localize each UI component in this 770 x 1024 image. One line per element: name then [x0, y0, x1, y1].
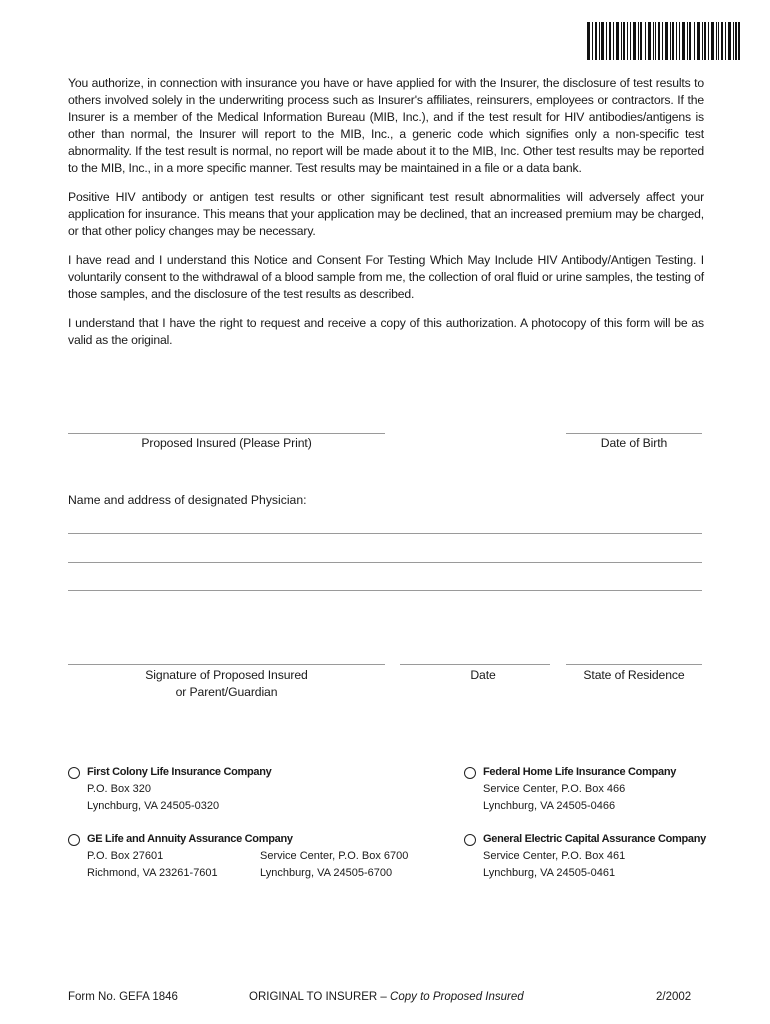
copy-rights-paragraph: I understand that I have the right to request and receive a copy of this authorization. A photocopy of this form will be as valid as the original. — [68, 316, 704, 347]
consent-paragraph: I have read and I understand this Notice and Consent For Testing Which May Include HIV Antibody/Antigen Testing. I voluntarily consent to the withdrawal of a blood sample from me, the collection of oral fluid or urine samples, the testing of those samples, and the disclosure of the test results as described. — [68, 253, 704, 301]
federal-home-option — [483, 764, 676, 815]
federal-home-name: Federal Home Life Insurance Company — [483, 766, 677, 778]
first-colony-radio[interactable] — [68, 767, 80, 779]
form-number: Form No. GEFA 1846 — [68, 991, 178, 1003]
physician-line-3[interactable] — [68, 590, 702, 591]
date-of-birth-label: Date of Birth — [600, 436, 668, 450]
physician-label: Name and address of designated Physician: — [68, 493, 307, 507]
ge-capital-radio[interactable] — [464, 834, 476, 846]
signature-label — [68, 667, 385, 701]
ge-capital-address-2: Lynchburg, VA 24505-0461 — [483, 867, 616, 879]
date-of-birth-line[interactable] — [566, 433, 702, 434]
ge-life-service-center-1: Service Center, P.O. Box 6700 — [260, 850, 409, 862]
ge-capital-option — [483, 831, 706, 882]
federal-home-address-1: Service Center, P.O. Box 466 — [483, 783, 626, 795]
first-colony-name: First Colony Life Insurance Company — [87, 766, 272, 778]
signature-label-line1: Signature of Proposed Insured — [145, 668, 308, 682]
federal-home-radio[interactable] — [464, 767, 476, 779]
proposed-insured-line[interactable] — [68, 433, 385, 434]
consent-text — [68, 75, 704, 361]
physician-line-1[interactable] — [68, 533, 702, 534]
ge-life-name: GE Life and Annuity Assurance Company — [87, 833, 293, 845]
ge-life-radio[interactable] — [68, 834, 80, 846]
date-line[interactable] — [400, 664, 550, 665]
signature-label-line2: or Parent/Guardian — [175, 685, 278, 699]
original-to-insurer: ORIGINAL TO INSURER — [249, 991, 378, 1003]
first-colony-address-2: Lynchburg, VA 24505-0320 — [87, 800, 220, 812]
copy-to-proposed-insured: Copy to Proposed Insured — [390, 991, 524, 1003]
state-of-residence-label: State of Residence — [583, 668, 685, 682]
first-colony-address-1: P.O. Box 320 — [87, 783, 152, 795]
federal-home-address-2: Lynchburg, VA 24505-0466 — [483, 800, 616, 812]
ge-capital-address-1: Service Center, P.O. Box 461 — [483, 850, 626, 862]
signature-line[interactable] — [68, 664, 385, 665]
authorization-paragraph: You authorize, in connection with insurance you have or have applied for with the Insurer, the disclosure of test results to others involved solely in the underwriting process such as Insurer's affiliates, reinsurers, employees or contractors. If the Insurer is a member of the Medical Information Bureau (MIB, Inc.), and if the test result for HIV antibodies/antigens is other than normal, the Insurer will report to the MIB, Inc., a generic code which signifies only a non-specific test abnormality. If the test result is normal, no report will be made about it to the MIB, Inc. Other test results may be reported to the MIB, Inc., in a more specific manner. Test results may be maintained in a file or a data bank. — [68, 76, 704, 175]
ge-life-address-1: P.O. Box 27601 — [87, 850, 164, 862]
barcode-icon — [587, 22, 740, 60]
routing-note — [249, 989, 524, 1005]
adverse-results-paragraph: Positive HIV antibody or antigen test results or other significant test result abnormalities will adversely affect your application for insurance. This means that your application may be declined, that an increased premium may be charged, or that other policy changes may be necessary. — [68, 190, 704, 238]
ge-capital-name: General Electric Capital Assurance Company — [483, 833, 706, 845]
state-line[interactable] — [566, 664, 702, 665]
date-label: Date — [470, 668, 496, 682]
proposed-insured-label: Proposed Insured (Please Print) — [141, 436, 312, 450]
first-colony-option — [87, 764, 271, 815]
ge-life-address-2: Richmond, VA 23261-7601 — [87, 867, 218, 879]
physician-line-2[interactable] — [68, 562, 702, 563]
form-date: 2/2002 — [656, 991, 692, 1003]
ge-life-service-center-2: Lynchburg, VA 24505-6700 — [260, 867, 393, 879]
routing-dash: – — [377, 991, 391, 1003]
ge-life-option — [87, 831, 417, 882]
